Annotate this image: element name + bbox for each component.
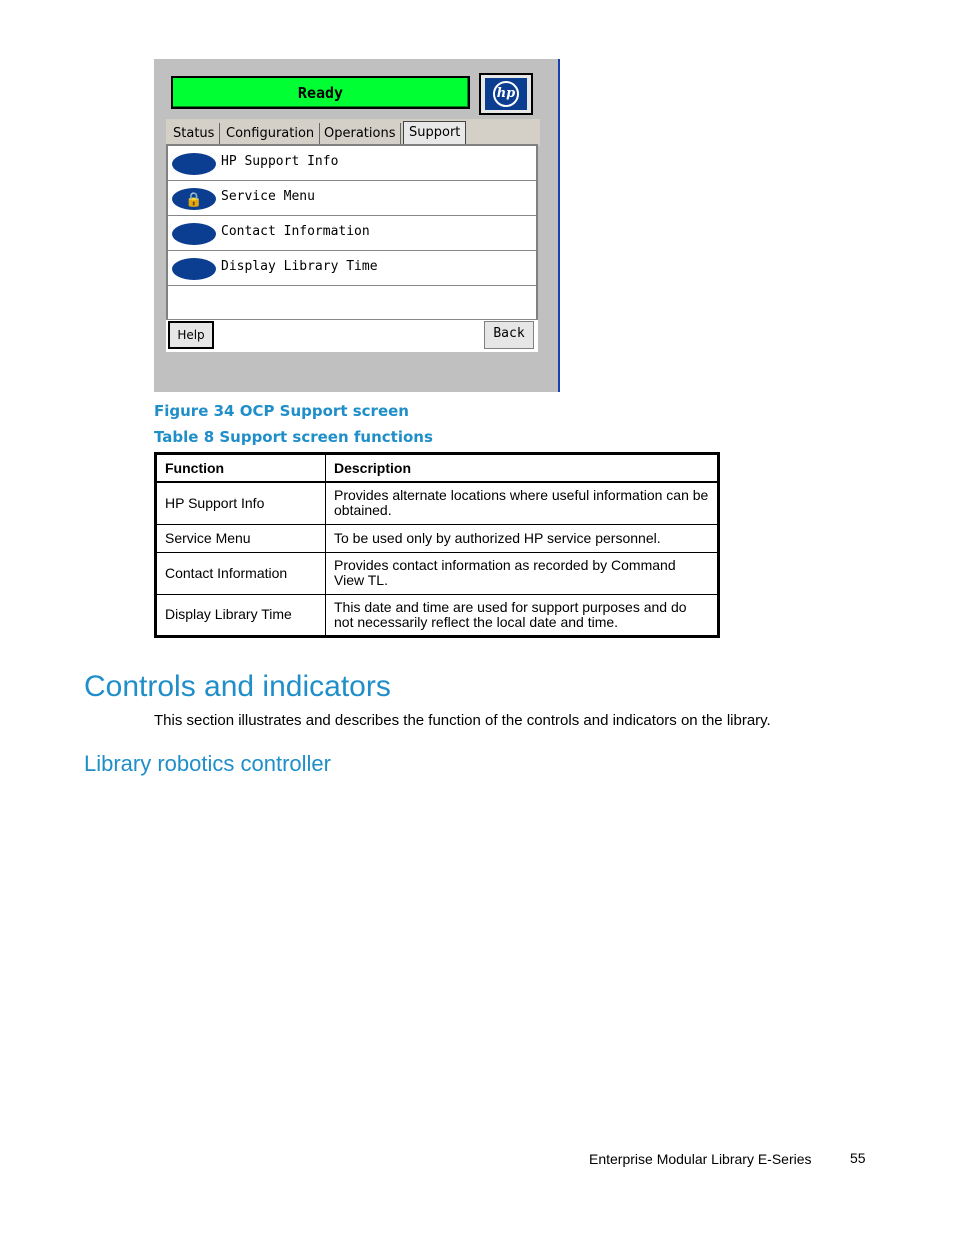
menu-item-label: HP Support Info [221,154,339,169]
function-cell: Display Library Time [156,594,326,636]
table-header-row [156,454,719,483]
description-cell: This date and time are used for support purposes and do not necessarily reflect the local date and time. [326,594,719,636]
section-title: Controls and indicators [84,670,391,703]
tab-status[interactable]: Status [168,123,220,145]
menu-item-label: Contact Information [221,224,370,239]
table-row [156,594,719,636]
menu-button-icon[interactable] [172,153,216,175]
description-cell: To be used only by authorized HP service personnel. [326,524,719,552]
section-intro: This section illustrates and describes the function of the controls and indicators on the library. [154,712,771,729]
menu-item-label: Service Menu [221,189,315,204]
lock-icon[interactable]: 🔒 [172,188,216,210]
table-caption: Table 8 Support screen functions [154,428,433,446]
menu-button-icon[interactable] [172,223,216,245]
ocp-support-screenshot [154,59,560,392]
function-cell: Contact Information [156,552,326,594]
column-header-description: Description [326,454,719,483]
function-cell: Service Menu [156,524,326,552]
description-cell: Provides contact information as recorded by Command View TL. [326,552,719,594]
figure-caption: Figure 34 OCP Support screen [154,402,409,420]
menu-item-display-library-time[interactable] [168,251,536,286]
table-row [156,482,719,524]
column-header-function: Function [156,454,326,483]
menu-button-icon[interactable] [172,258,216,280]
hp-logo [479,73,533,115]
tab-support[interactable]: Support [403,121,466,145]
table-row [156,524,719,552]
footer-doc-title: Enterprise Modular Library E-Series [589,1151,812,1167]
help-button[interactable]: Help [168,321,214,349]
subsection-title: Library robotics controller [84,751,331,776]
function-cell: HP Support Info [156,482,326,524]
bottom-bar [166,319,538,352]
hp-logo-icon: hp [493,81,519,107]
menu-item-label: Display Library Time [221,259,378,274]
menu-item-service-menu[interactable] [168,181,536,216]
menu-item-hp-support-info[interactable] [168,146,536,181]
back-button[interactable]: Back [484,321,534,349]
description-cell: Provides alternate locations where useful information can be obtained. [326,482,719,524]
table-row [156,552,719,594]
tab-configuration[interactable]: Configuration [221,123,320,145]
status-indicator: Ready [171,76,470,109]
page-number: 55 [850,1150,866,1166]
menu-item-contact-information[interactable] [168,216,536,251]
tab-bar [166,119,540,146]
tab-operations[interactable]: Operations [319,123,401,145]
support-functions-table [154,452,720,638]
